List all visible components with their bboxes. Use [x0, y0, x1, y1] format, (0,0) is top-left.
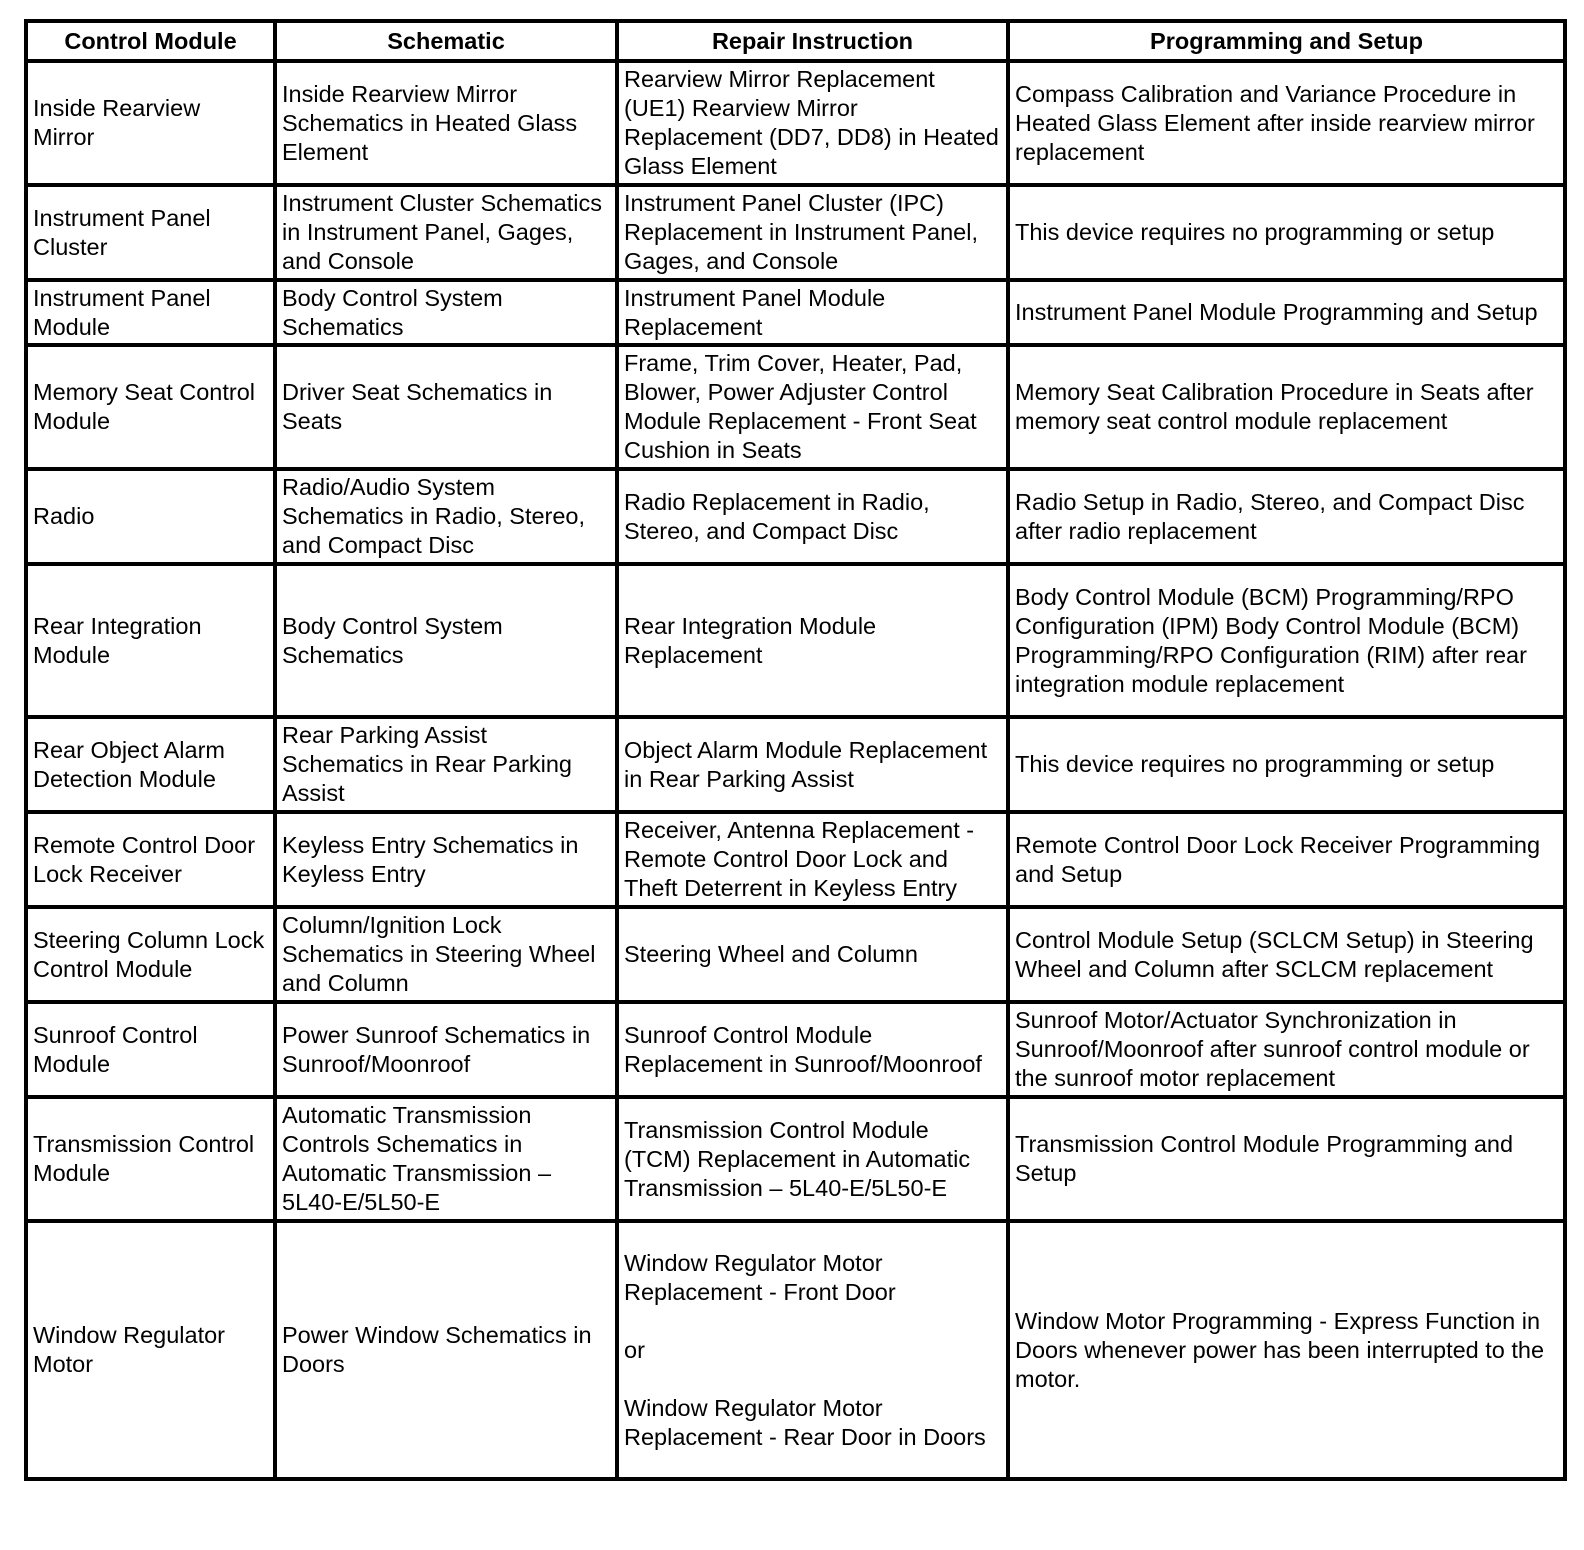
table-row — [26, 907, 1565, 1002]
cell-repair-instruction: Receiver, Antenna Replacement - Remote Control Door Lock and Theft Deterrent in Keyless Entry — [617, 812, 1008, 907]
cell-schematic: Radio/Audio System Schematics in Radio, Stereo, and Compact Disc — [275, 469, 617, 564]
cell-schematic: Body Control System Schematics — [275, 280, 617, 345]
cell-repair-instruction: Transmission Control Module (TCM) Replacement in Automatic Transmission – 5L40-E/5L50-E — [617, 1097, 1008, 1221]
cell-programming-and-setup: Memory Seat Calibration Procedure in Seats after memory seat control module replacement — [1008, 345, 1565, 469]
cell-repair-instruction: Frame, Trim Cover, Heater, Pad, Blower, Power Adjuster Control Module Replacement - Front Seat Cushion in Seats — [617, 345, 1008, 469]
table-row — [26, 1097, 1565, 1221]
table-row — [26, 1002, 1565, 1097]
table-row — [26, 345, 1565, 469]
table-header-row — [26, 21, 1565, 61]
table-row — [26, 469, 1565, 564]
cell-repair-instruction: Rearview Mirror Replacement (UE1) Rearview Mirror Replacement (DD7, DD8) in Heated Glass Element — [617, 61, 1008, 185]
cell-schematic: Power Sunroof Schematics in Sunroof/Moonroof — [275, 1002, 617, 1097]
table-row — [26, 812, 1565, 907]
cell-control-module: Radio — [26, 469, 275, 564]
header-control-module: Control Module — [26, 21, 275, 61]
cell-programming-and-setup: Compass Calibration and Variance Procedure in Heated Glass Element after inside rearview mirror replacement — [1008, 61, 1565, 185]
cell-programming-and-setup: Control Module Setup (SCLCM Setup) in Steering Wheel and Column after SCLCM replacement — [1008, 907, 1565, 1002]
control-module-table — [24, 19, 1567, 1481]
cell-repair-instruction: Sunroof Control Module Replacement in Sunroof/Moonroof — [617, 1002, 1008, 1097]
cell-schematic: Automatic Transmission Controls Schematics in Automatic Transmission – 5L40-E/5L50-E — [275, 1097, 617, 1221]
cell-control-module: Instrument Panel Module — [26, 280, 275, 345]
cell-control-module: Instrument Panel Cluster — [26, 185, 275, 280]
table-row — [26, 1221, 1565, 1479]
cell-control-module: Memory Seat Control Module — [26, 345, 275, 469]
cell-schematic: Driver Seat Schematics in Seats — [275, 345, 617, 469]
table-row — [26, 61, 1565, 185]
table-row — [26, 185, 1565, 280]
cell-control-module: Sunroof Control Module — [26, 1002, 275, 1097]
header-repair-instruction: Repair Instruction — [617, 21, 1008, 61]
table-row — [26, 564, 1565, 717]
cell-control-module: Rear Object Alarm Detection Module — [26, 717, 275, 812]
cell-programming-and-setup: Radio Setup in Radio, Stereo, and Compact Disc after radio replacement — [1008, 469, 1565, 564]
cell-schematic: Power Window Schematics in Doors — [275, 1221, 617, 1479]
cell-control-module: Window Regulator Motor — [26, 1221, 275, 1479]
cell-control-module: Rear Integration Module — [26, 564, 275, 717]
cell-programming-and-setup: Instrument Panel Module Programming and Setup — [1008, 280, 1565, 345]
cell-repair-instruction: Rear Integration Module Replacement — [617, 564, 1008, 717]
cell-control-module: Remote Control Door Lock Receiver — [26, 812, 275, 907]
cell-schematic: Column/Ignition Lock Schematics in Steering Wheel and Column — [275, 907, 617, 1002]
header-programming-and-setup: Programming and Setup — [1008, 21, 1565, 61]
cell-schematic: Keyless Entry Schematics in Keyless Entry — [275, 812, 617, 907]
cell-schematic: Rear Parking Assist Schematics in Rear Parking Assist — [275, 717, 617, 812]
cell-programming-and-setup: Remote Control Door Lock Receiver Programming and Setup — [1008, 812, 1565, 907]
cell-repair-instruction: Instrument Panel Module Replacement — [617, 280, 1008, 345]
cell-control-module: Inside Rearview Mirror — [26, 61, 275, 185]
table-row — [26, 280, 1565, 345]
cell-schematic: Body Control System Schematics — [275, 564, 617, 717]
table-row — [26, 717, 1565, 812]
header-schematic: Schematic — [275, 21, 617, 61]
cell-programming-and-setup: Transmission Control Module Programming and Setup — [1008, 1097, 1565, 1221]
cell-repair-instruction: Instrument Panel Cluster (IPC) Replacement in Instrument Panel, Gages, and Console — [617, 185, 1008, 280]
cell-schematic: Instrument Cluster Schematics in Instrument Panel, Gages, and Console — [275, 185, 617, 280]
cell-programming-and-setup: Body Control Module (BCM) Programming/RPO Configuration (IPM) Body Control Module (BCM) Programming/RPO Configuration (RIM) after rear integration module replacement — [1008, 564, 1565, 717]
cell-repair-instruction: Window Regulator Motor Replacement - Front Door or Window Regulator Motor Replacement - Rear Door in Doors — [617, 1221, 1008, 1479]
cell-control-module: Steering Column Lock Control Module — [26, 907, 275, 1002]
cell-programming-and-setup: Window Motor Programming - Express Function in Doors whenever power has been interrupted to the motor. — [1008, 1221, 1565, 1479]
cell-control-module: Transmission Control Module — [26, 1097, 275, 1221]
cell-repair-instruction: Object Alarm Module Replacement in Rear Parking Assist — [617, 717, 1008, 812]
cell-repair-instruction: Radio Replacement in Radio, Stereo, and Compact Disc — [617, 469, 1008, 564]
cell-schematic: Inside Rearview Mirror Schematics in Heated Glass Element — [275, 61, 617, 185]
cell-programming-and-setup: This device requires no programming or setup — [1008, 185, 1565, 280]
cell-programming-and-setup: Sunroof Motor/Actuator Synchronization in Sunroof/Moonroof after sunroof control module or the sunroof motor replacement — [1008, 1002, 1565, 1097]
cell-programming-and-setup: This device requires no programming or setup — [1008, 717, 1565, 812]
cell-repair-instruction: Steering Wheel and Column — [617, 907, 1008, 1002]
